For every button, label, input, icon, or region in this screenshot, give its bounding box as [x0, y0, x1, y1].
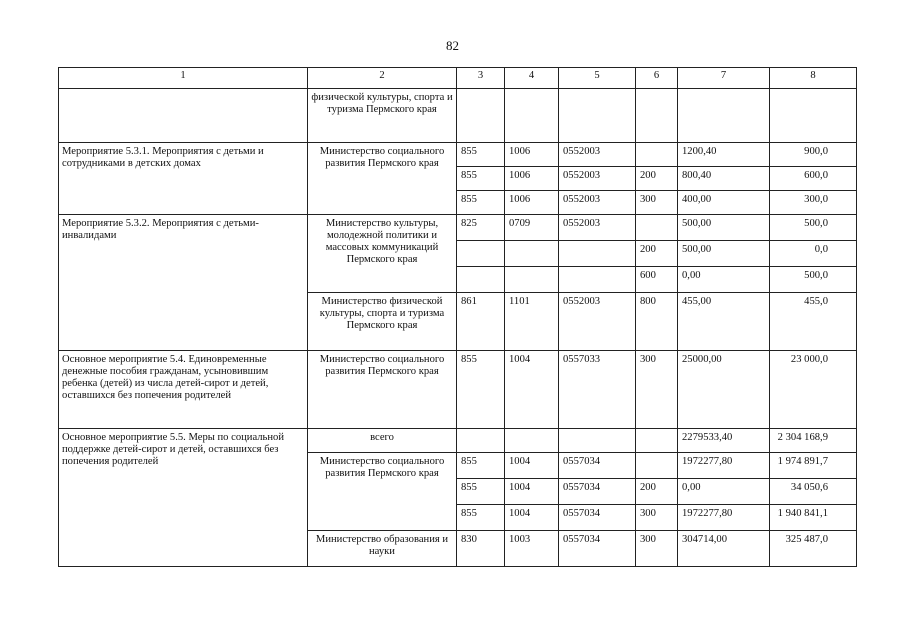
code-cell: 1004: [505, 351, 559, 429]
code-cell: 200: [636, 167, 678, 191]
executor-cell: Министерство социального развития Пермского края: [308, 143, 457, 215]
code-cell: [636, 215, 678, 241]
measure-cell: Мероприятие 5.3.2. Мероприятия с детьми-инвалидами: [59, 215, 308, 351]
code-cell: 1003: [505, 531, 559, 567]
amount-cell: 300,0: [770, 191, 857, 215]
code-cell: 0552003: [559, 293, 636, 351]
code-cell: [457, 267, 505, 293]
code-cell: [505, 267, 559, 293]
code-cell: 855: [457, 505, 505, 531]
code-cell: 1006: [505, 191, 559, 215]
amount-cell: 400,00: [678, 191, 770, 215]
amount-cell: 304714,00: [678, 531, 770, 567]
code-cell: 600: [636, 267, 678, 293]
code-cell: 200: [636, 479, 678, 505]
code-cell: [505, 241, 559, 267]
table-row: [59, 351, 857, 429]
code-cell: 1004: [505, 479, 559, 505]
executor-cell: Министерство социального развития Пермского края: [308, 351, 457, 429]
amount-cell: 325 487,0: [770, 531, 857, 567]
amount-cell: 25000,00: [678, 351, 770, 429]
amount-cell: 455,0: [770, 293, 857, 351]
code-cell: 0552003: [559, 143, 636, 167]
amount-cell: 500,0: [770, 267, 857, 293]
code-cell: 0552003: [559, 215, 636, 241]
code-cell: 0552003: [559, 191, 636, 215]
amount-cell: 600,0: [770, 167, 857, 191]
code-cell: 830: [457, 531, 505, 567]
amount-cell: 1 974 891,7: [770, 453, 857, 479]
amount-cell: 1972277,80: [678, 453, 770, 479]
amount-cell: 800,40: [678, 167, 770, 191]
code-cell: 800: [636, 293, 678, 351]
amount-cell: 1 940 841,1: [770, 505, 857, 531]
code-cell: 855: [457, 167, 505, 191]
code-cell: 825: [457, 215, 505, 241]
code-cell: 855: [457, 351, 505, 429]
code-cell: 1006: [505, 167, 559, 191]
page-number: 82: [446, 38, 459, 53]
code-cell: [636, 143, 678, 167]
code-cell: 855: [457, 453, 505, 479]
measure-cell: [59, 89, 308, 143]
header-cell: 7: [678, 68, 770, 89]
code-cell: [457, 241, 505, 267]
code-cell: 0709: [505, 215, 559, 241]
code-cell: 1004: [505, 453, 559, 479]
executor-cell: Министерство культуры, молодежной политики и массовых коммуникаций Пермского края: [308, 215, 457, 293]
amount-cell: 455,00: [678, 293, 770, 351]
header-cell: 6: [636, 68, 678, 89]
code-cell: 0557034: [559, 479, 636, 505]
amount-cell: 500,00: [678, 241, 770, 267]
measure-cell: Мероприятие 5.3.1. Мероприятия с детьми и сотрудниками в детских домах: [59, 143, 308, 215]
code-cell: 0557033: [559, 351, 636, 429]
amount-cell: 23 000,0: [770, 351, 857, 429]
code-cell: 300: [636, 531, 678, 567]
amount-cell: 34 050,6: [770, 479, 857, 505]
amount-cell: 1200,40: [678, 143, 770, 167]
amount-cell: 0,00: [678, 479, 770, 505]
table-row: [59, 89, 857, 143]
code-cell: 855: [457, 479, 505, 505]
executor-cell: всего: [308, 429, 457, 453]
measure-cell: Основное мероприятие 5.5. Меры по социальной поддержке детей-сирот и детей, оставшихся без попечения родителей: [59, 429, 308, 567]
executor-cell: Министерство социального развития Пермского края: [308, 453, 457, 531]
code-cell: 855: [457, 191, 505, 215]
code-cell: 0557034: [559, 453, 636, 479]
code-cell: [559, 241, 636, 267]
code-cell: 1006: [505, 143, 559, 167]
code-cell: 0557034: [559, 505, 636, 531]
code-cell: 855: [457, 143, 505, 167]
header-cell: 1: [59, 68, 308, 89]
code-cell: 1101: [505, 293, 559, 351]
header-cell: 5: [559, 68, 636, 89]
measure-cell: Основное мероприятие 5.4. Единовременные денежные пособия гражданам, усыновившим ребенка (детей) из числа детей-сирот и детей, оставшихся без попечения родителей: [59, 351, 308, 429]
header-cell: 2: [308, 68, 457, 89]
code-cell: 300: [636, 505, 678, 531]
amount-cell: 0,0: [770, 241, 857, 267]
code-cell: 861: [457, 293, 505, 351]
code-cell: 1004: [505, 505, 559, 531]
amount-cell: 900,0: [770, 143, 857, 167]
code-cell: 300: [636, 351, 678, 429]
table-row: [59, 143, 857, 167]
amount-cell: 500,00: [678, 215, 770, 241]
header-cell: 3: [457, 68, 505, 89]
code-cell: 0552003: [559, 167, 636, 191]
budget-table: [58, 67, 857, 567]
amount-cell: 1972277,80: [678, 505, 770, 531]
code-cell: 200: [636, 241, 678, 267]
executor-cell: физической культуры, спорта и туризма Пермского края: [308, 89, 457, 143]
executor-cell: Министерство физической культуры, спорта и туризма Пермского края: [308, 293, 457, 351]
code-cell: [559, 267, 636, 293]
code-cell: 300: [636, 191, 678, 215]
code-cell: 0557034: [559, 531, 636, 567]
code-cell: [636, 453, 678, 479]
table-row: [59, 215, 857, 241]
amount-cell: 0,00: [678, 267, 770, 293]
amount-cell: 2279533,40: [678, 429, 770, 453]
header-cell: 8: [770, 68, 857, 89]
executor-cell: Министерство образования и науки: [308, 531, 457, 567]
header-cell: 4: [505, 68, 559, 89]
amount-cell: 2 304 168,9: [770, 429, 857, 453]
amount-cell: 500,0: [770, 215, 857, 241]
header-row: [59, 68, 857, 89]
table-row: [59, 429, 857, 453]
